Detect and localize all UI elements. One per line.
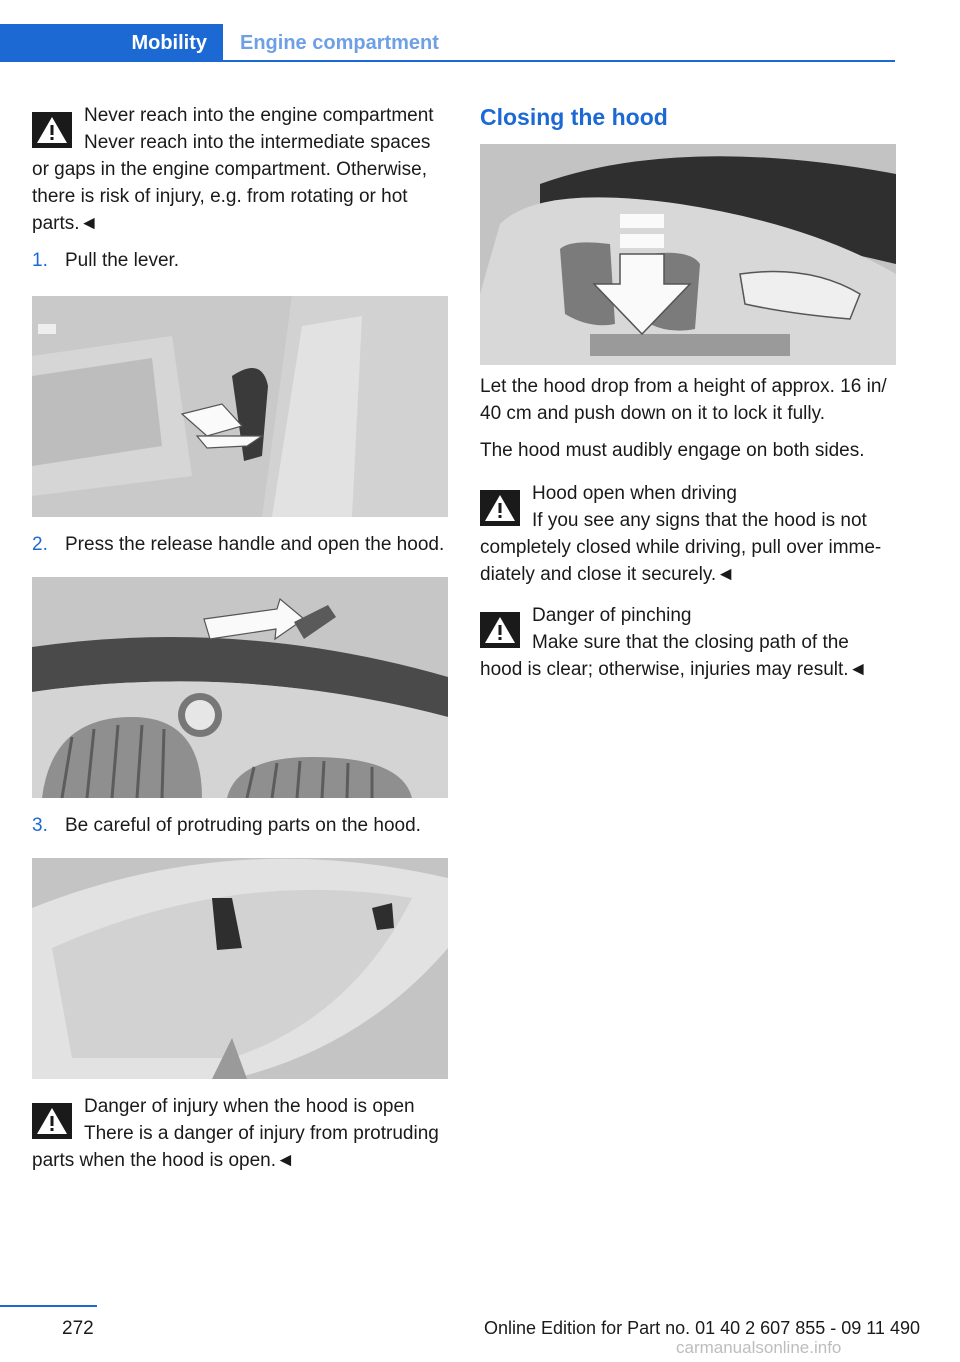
footer-rule — [0, 1305, 97, 1307]
section-title: Closing the hood — [480, 104, 668, 130]
warning-text: There is a danger of injury from protruding — [84, 1123, 439, 1144]
figure-release-handle — [32, 577, 448, 798]
step-item — [32, 812, 448, 839]
figure-hood-underside — [32, 858, 448, 1079]
page-header — [0, 24, 895, 62]
step-text: Pull the lever. — [65, 250, 180, 271]
warning-block — [32, 102, 448, 237]
warning-text: Never reach into the intermediate spaces — [84, 132, 431, 153]
warning-text: If you see any signs that the hood is not — [532, 510, 867, 531]
step-text: Be careful of protruding parts on the hood. — [65, 815, 421, 836]
edition-note: Online Edition for Part no. 01 40 2 607 855 - 09 11 490 — [484, 1318, 920, 1338]
warning-title: Danger of injury when the hood is open — [84, 1096, 415, 1117]
warning-block — [32, 1093, 448, 1174]
step-item — [32, 531, 448, 558]
figure-closing-hood — [480, 144, 896, 365]
figure-hood-lever — [32, 296, 448, 517]
step-item — [32, 247, 448, 274]
warning-block — [480, 602, 896, 683]
step-number: 3. — [32, 815, 48, 836]
warning-icon — [32, 112, 72, 148]
warning-title: Hood open when driving — [532, 483, 737, 504]
left-column — [32, 100, 448, 1174]
watermark: carmanualsonline.info — [676, 1338, 842, 1357]
warning-title: Danger of pinching — [532, 605, 692, 626]
warning-text-continued: completely closed while driving, pull over imme‐ diately and close it securely.◄ — [480, 537, 882, 585]
warning-icon — [480, 490, 520, 526]
paragraph: The hood must audibly engage on both sides. — [480, 440, 865, 461]
warning-text-continued: hood is clear; otherwise, injuries may result.◄ — [480, 659, 868, 680]
step-number: 1. — [32, 250, 48, 271]
warning-text-continued: parts when the hood is open.◄ — [32, 1150, 295, 1171]
step-number: 2. — [32, 534, 48, 555]
page-number: 272 — [62, 1318, 94, 1339]
warning-block — [480, 480, 896, 588]
warning-title: Never reach into the engine compartment — [84, 105, 434, 126]
step-text: Press the release handle and open the hood. — [65, 534, 445, 555]
paragraph: Let the hood drop from a height of approx. 16 in/ 40 cm and push down on it to lock it fully. — [480, 376, 887, 424]
warning-icon — [480, 612, 520, 648]
warning-text: Make sure that the closing path of the — [532, 632, 849, 653]
header-section-tab: Mobility — [0, 24, 223, 62]
warning-text-continued: or gaps in the engine compartment. Otherwise, there is risk of injury, e.g. from rotating or hot parts.◄ — [32, 159, 427, 234]
warning-icon — [32, 1103, 72, 1139]
right-column — [480, 100, 896, 683]
header-rule — [0, 60, 895, 62]
header-subsection-tab: Engine compartment — [240, 31, 439, 54]
